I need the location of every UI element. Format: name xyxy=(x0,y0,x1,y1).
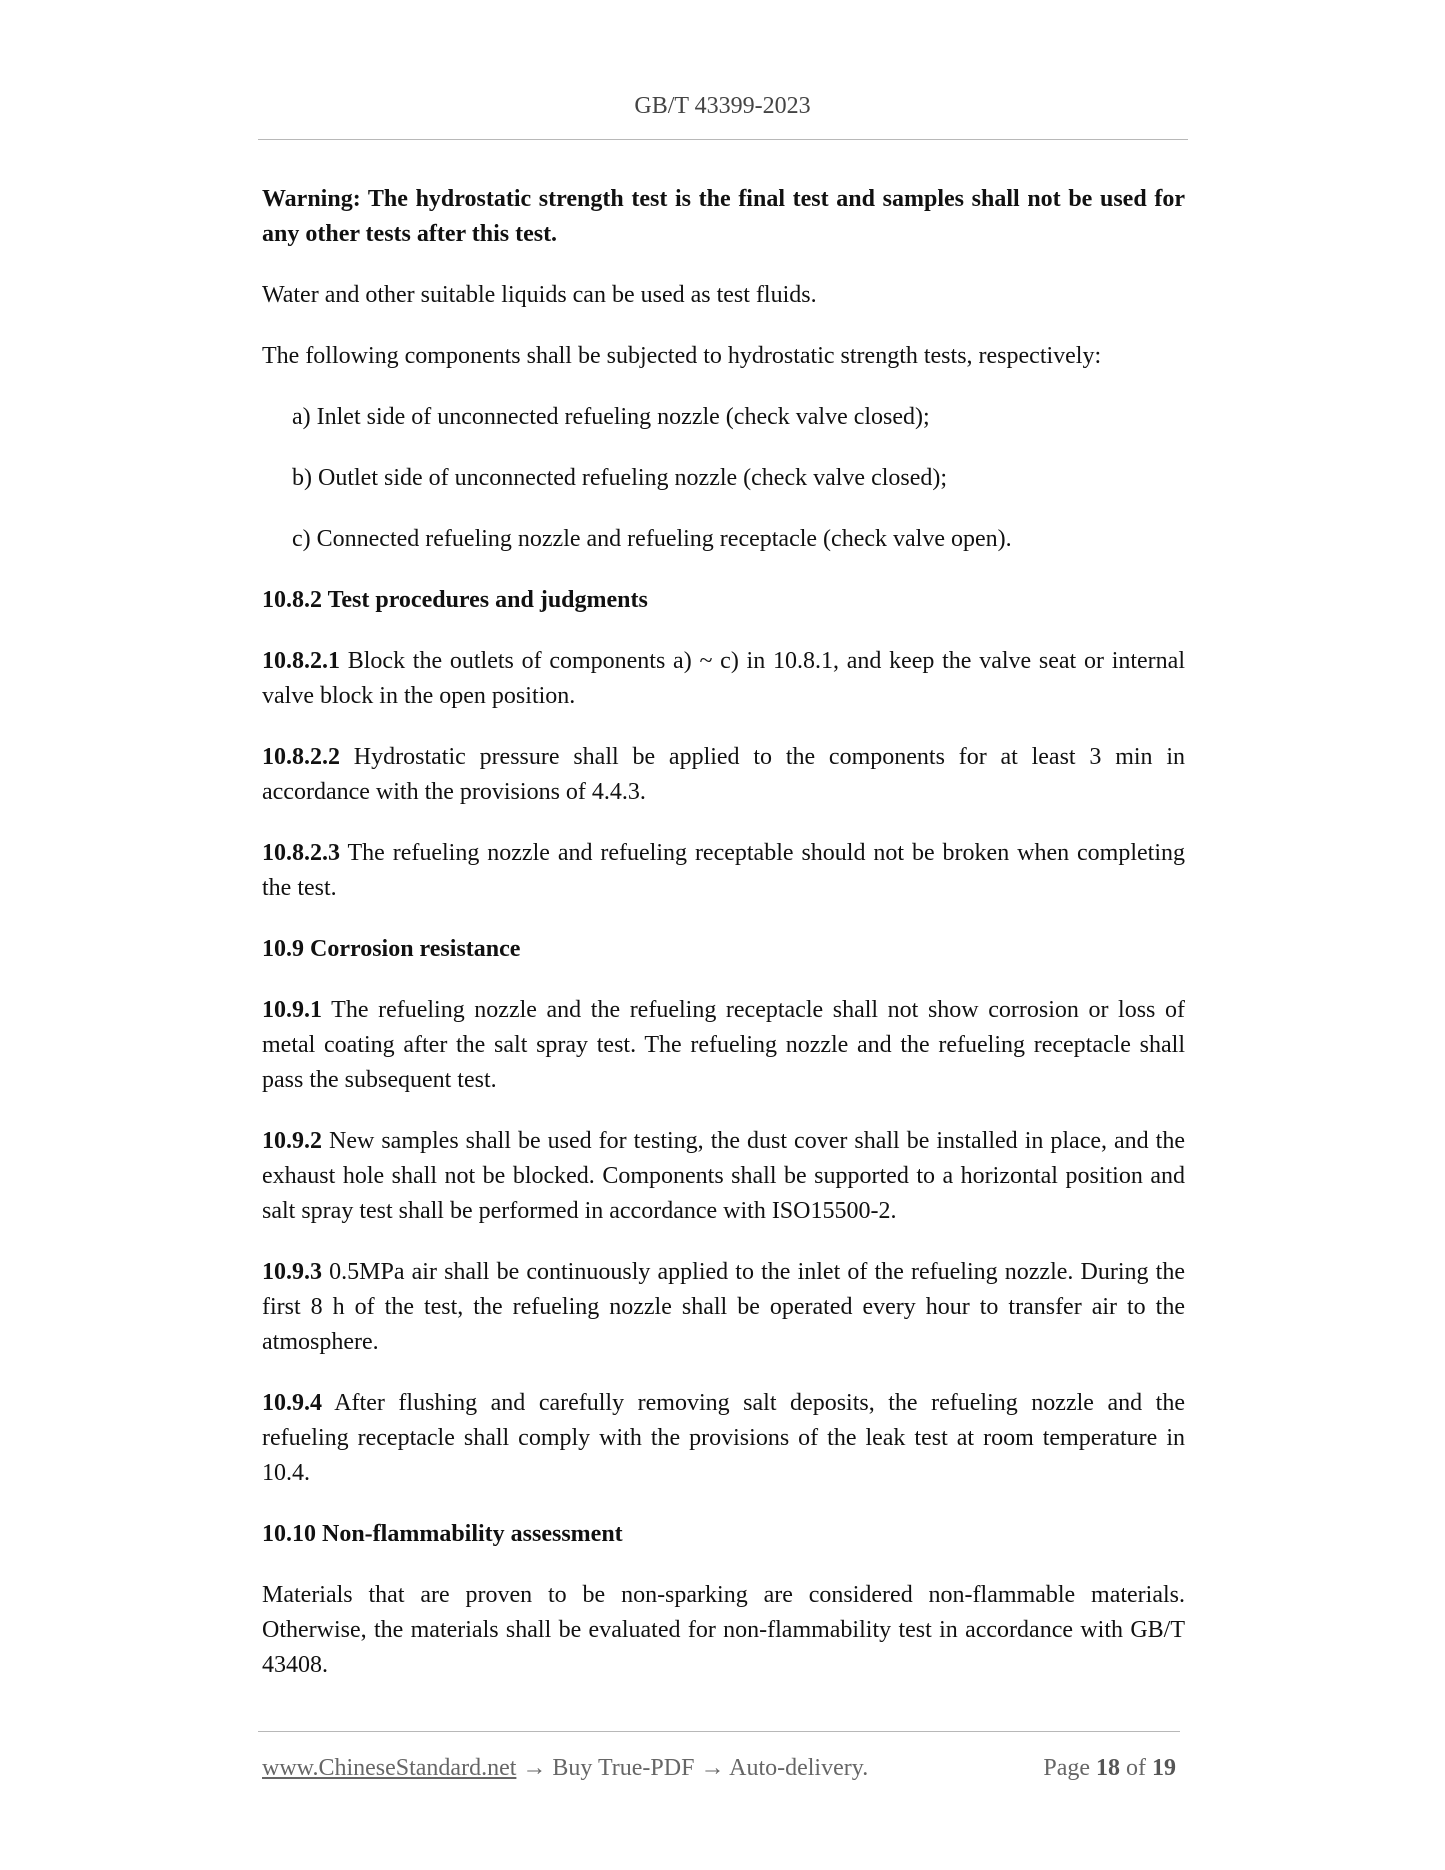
clause-text: The refueling nozzle and the refueling receptacle shall not show corrosion or loss of metal coating after the salt spray test. The refueling nozzle and the refueling receptacle shall pass the subsequent test. xyxy=(262,997,1185,1093)
clause-10-9-2 xyxy=(262,1124,1185,1229)
clause-number: 10.9.2 xyxy=(262,1128,322,1154)
current-page: 18 xyxy=(1096,1755,1120,1781)
clause-text: Hydrostatic pressure shall be applied to the components for at least 3 min in accordance with the provisions of 4.4.3. xyxy=(262,744,1185,805)
clause-text: The refueling nozzle and refueling receptable should not be broken when completing the test. xyxy=(262,840,1185,901)
section-heading-10-10: 10.10 Non-flammability assessment xyxy=(262,1521,623,1547)
chinese-standard-link[interactable]: www.ChineseStandard.net xyxy=(262,1755,517,1781)
clause-10-8-2-3 xyxy=(262,836,1185,906)
components-intro-paragraph: The following components shall be subjected to hydrostatic strength tests, respectively: xyxy=(262,343,1102,369)
clause-number: 10.9.1 xyxy=(262,997,322,1023)
document-body xyxy=(262,182,1185,1709)
list-item-a: a) Inlet side of unconnected refueling nozzle (check valve closed); xyxy=(292,404,930,430)
non-flammability-paragraph: Materials that are proven to be non-sparking are considered non-flammable materials. Otherwise, the materials shall be evaluated for non-flammability test in accordance with GB/T 43408. xyxy=(262,1582,1185,1678)
warning-paragraph: Warning: The hydrostatic strength test is the final test and samples shall not be used for any other tests after this test. xyxy=(262,186,1185,247)
section-heading-10-8-2: 10.8.2 Test procedures and judgments xyxy=(262,587,648,613)
clause-10-9-3 xyxy=(262,1255,1185,1360)
clause-10-9-4 xyxy=(262,1386,1185,1491)
clause-number: 10.8.2.1 xyxy=(262,648,340,674)
clause-number: 10.9.3 xyxy=(262,1259,322,1285)
page-number xyxy=(1043,1754,1176,1782)
header-divider xyxy=(258,139,1188,140)
clause-10-8-2-2 xyxy=(262,740,1185,810)
clause-number: 10.8.2.3 xyxy=(262,840,340,866)
section-heading-10-9: 10.9 Corrosion resistance xyxy=(262,936,521,962)
footer-divider xyxy=(258,1731,1180,1732)
clause-text: 0.5MPa air shall be continuously applied to the inlet of the refueling nozzle. During the first 8 h of the test, the refueling nozzle shall be operated every hour to transfer air to the atmosphere. xyxy=(262,1259,1185,1355)
page-label: Page xyxy=(1043,1755,1096,1781)
clause-10-8-2-1 xyxy=(262,644,1185,714)
test-fluids-paragraph: Water and other suitable liquids can be used as test fluids. xyxy=(262,282,817,308)
clause-10-9-1 xyxy=(262,993,1185,1098)
total-pages: 19 xyxy=(1152,1755,1176,1781)
header-title: GB/T 43399-2023 xyxy=(634,93,811,119)
list-item-c: c) Connected refueling nozzle and refueling receptacle (check valve open). xyxy=(292,526,1012,552)
clause-text: New samples shall be used for testing, the dust cover shall be installed in place, and the exhaust hole shall not be blocked. Components shall be supported to a horizontal position and salt spray test shall be performed in accordance with ISO15500-2. xyxy=(262,1128,1185,1224)
list-item-b: b) Outlet side of unconnected refueling nozzle (check valve closed); xyxy=(292,465,948,491)
of-label: of xyxy=(1120,1755,1152,1781)
footer-promo xyxy=(262,1754,868,1782)
clause-number: 10.8.2.2 xyxy=(262,744,340,770)
footer-promo-text: → Buy True-PDF → Auto-delivery. xyxy=(516,1755,869,1781)
clause-text: Block the outlets of components a) ~ c) in 10.8.1, and keep the valve seat or internal valve block in the open position. xyxy=(262,648,1185,709)
clause-number: 10.9.4 xyxy=(262,1390,322,1416)
clause-text: After flushing and carefully removing salt deposits, the refueling nozzle and the refueling receptacle shall comply with the provisions of the leak test at room temperature in 10.4. xyxy=(262,1390,1185,1486)
